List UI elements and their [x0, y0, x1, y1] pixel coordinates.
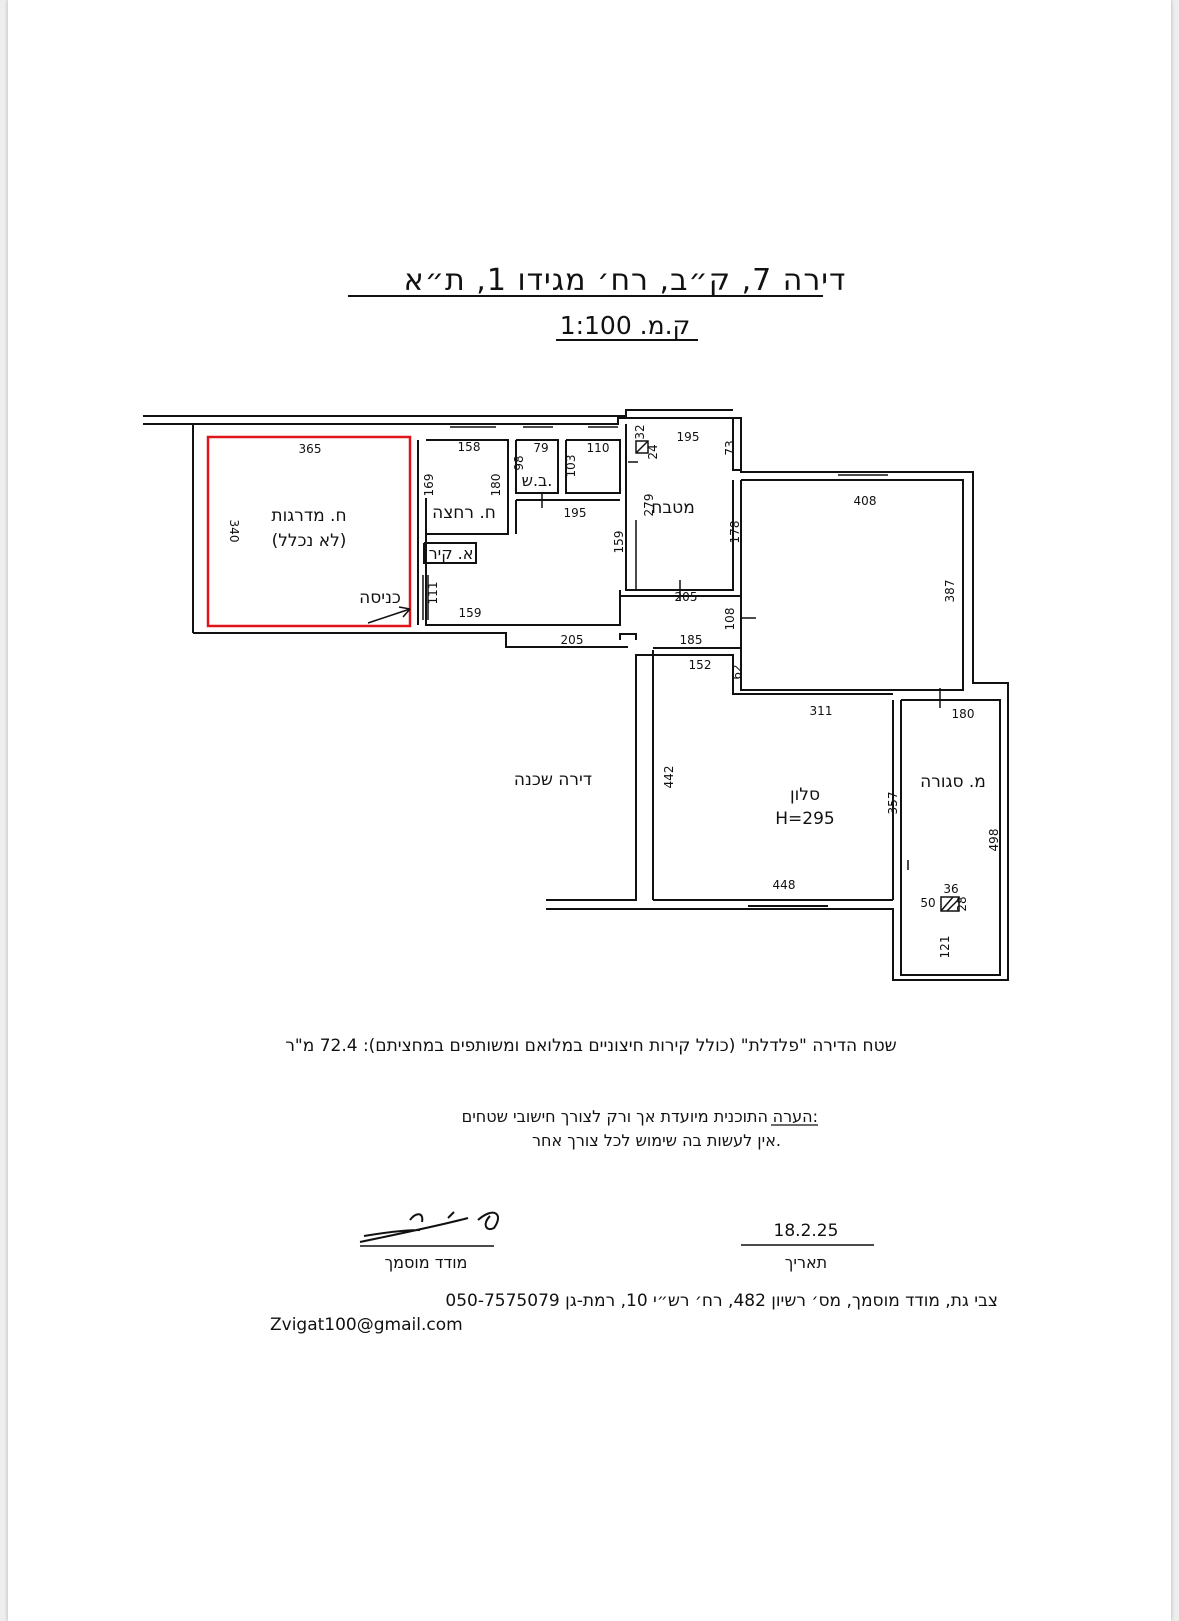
dim-label: 108 [723, 607, 737, 631]
dim-label: 24 [646, 444, 660, 460]
dim-label: 50 [920, 896, 936, 910]
dim-label: 387 [943, 579, 957, 603]
room-toilet: ב.ש. [521, 471, 553, 490]
dim-label: 159 [458, 606, 482, 620]
note-line-2: אין לעשות בה שימוש לכל צורך אחר. [531, 1131, 781, 1150]
dim-label: 73 [723, 440, 737, 456]
dim-label: 79 [533, 441, 549, 455]
room-living-height: H=295 [775, 809, 835, 829]
dim-label: 169 [422, 473, 436, 497]
signature-image [360, 1212, 498, 1242]
note-label: הערה: [772, 1107, 818, 1126]
dim-label: 32 [633, 424, 647, 440]
scale-label: ק.מ. 1:100 [559, 311, 691, 340]
dimension-labels [227, 424, 1001, 958]
dim-label: 62 [730, 664, 744, 680]
dim-label: 152 [688, 658, 712, 672]
dim-label: 185 [679, 633, 703, 647]
date-label: תאריך [784, 1253, 828, 1272]
dim-label: 180 [951, 707, 975, 721]
dim-label: 195 [563, 506, 587, 520]
dim-label: 340 [227, 519, 241, 543]
dim-label: 357 [886, 791, 900, 815]
dim-label: 205 [560, 633, 584, 647]
dim-label: 28 [955, 896, 969, 912]
room-living: סלון [790, 785, 820, 805]
room-kitchen: מטבח [651, 498, 695, 518]
dim-label: 408 [853, 494, 877, 508]
dim-label: 159 [612, 530, 626, 554]
dim-label: 498 [987, 828, 1001, 852]
dim-label: 205 [674, 590, 698, 604]
page-title: דירה 7, ק״ב, רח׳ מגידו 1, ת״א [403, 263, 847, 298]
dim-label: 98 [512, 455, 526, 471]
dim-label: 448 [772, 878, 796, 892]
dim-label: 178 [728, 520, 742, 544]
dim-label: 103 [564, 454, 578, 478]
dim-label: 158 [457, 440, 481, 454]
dim-label: 110 [586, 441, 610, 455]
room-bathroom: ח. רחצה [432, 503, 496, 523]
contact-email: Zvigat100@gmail.com [270, 1315, 463, 1335]
dim-label: 311 [809, 704, 833, 718]
dim-label: 195 [676, 430, 700, 444]
area-statement: שטח הדירה "פלדלת" (כולל קירות חיצוניים במלואם ומשותפים במחציתם): 72.4 מ"ר [285, 1036, 897, 1056]
document-page [8, 0, 1171, 1621]
surveyor-label: מודד מוסמך [384, 1253, 468, 1272]
dim-label: 36 [943, 882, 959, 896]
dim-label: 180 [489, 473, 503, 497]
dim-label: 111 [426, 581, 440, 605]
room-neighbor: דירה שכנה [513, 770, 593, 790]
dim-label: 121 [938, 935, 952, 959]
dim-label: 365 [298, 442, 322, 456]
room-ac-wall: א. קיר [428, 544, 474, 563]
note-line-1: התוכנית מיועדת אך ורק לצורך חישובי שטחים [461, 1107, 768, 1126]
contact-line: צבי גת, מודד מוסמך, מס׳ רשיון 482, רח׳ רש״י 10, רמת-גן 050-7575079 [445, 1291, 998, 1311]
floor-plan [8, 0, 1171, 1621]
dim-label: 442 [662, 765, 676, 789]
room-stairwell-note: (לא נכלל) [271, 531, 347, 551]
room-stairwell: ח. מדרגות [271, 506, 347, 526]
entrance-arrow-icon [368, 607, 410, 623]
dim-label: 279 [642, 493, 656, 517]
signature-date: 18.2.25 [773, 1221, 839, 1241]
outer-walls [143, 410, 1008, 980]
room-entrance: כניסה [359, 588, 401, 608]
room-balcony: מ. סגורה [920, 772, 986, 792]
